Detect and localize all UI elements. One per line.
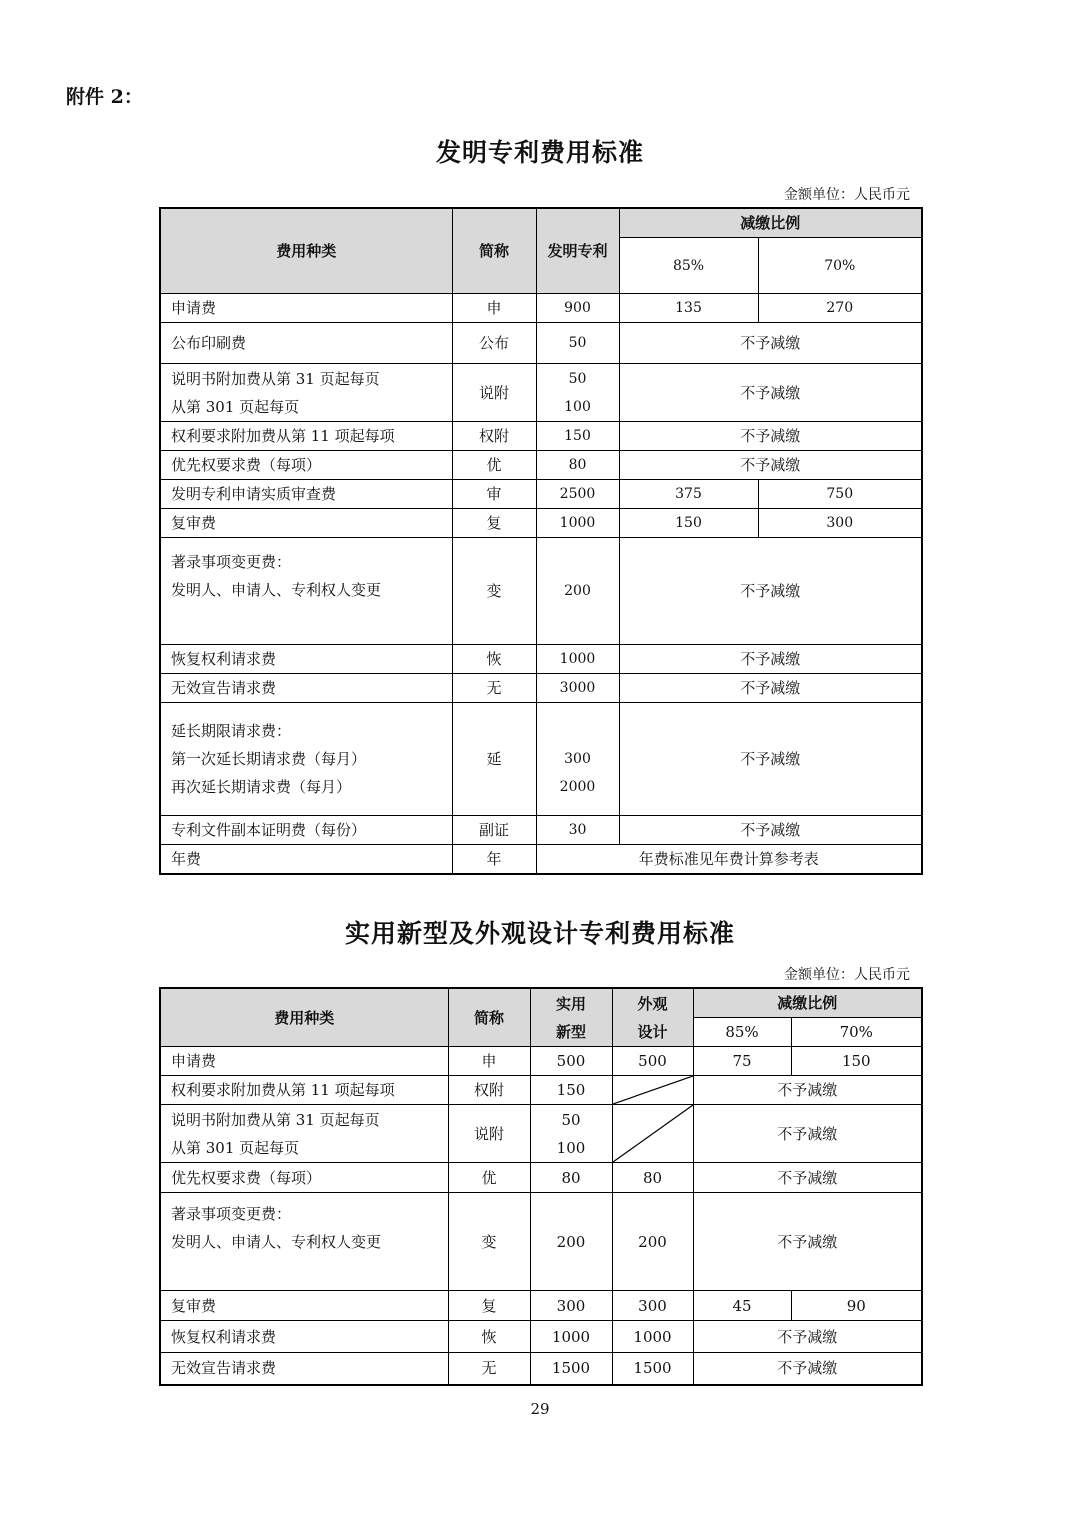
utility-fee: 1000 — [530, 1321, 612, 1353]
fee-amount: 3000 — [536, 674, 619, 703]
fee-85: 135 — [619, 294, 758, 323]
design-fee: 80 — [612, 1163, 693, 1193]
fee-amount: 900 — [536, 294, 619, 323]
utility-fee — [530, 1105, 612, 1163]
fee-type: 权利要求附加费从第 11 项起每项 — [160, 1076, 448, 1105]
no-reduction: 不予减缴 — [619, 451, 922, 480]
no-reduction: 不予减缴 — [619, 323, 922, 364]
fee-abbr: 副证 — [452, 816, 536, 845]
fee-amount: 2500 — [536, 480, 619, 509]
utility-design-fee-table — [159, 987, 923, 1386]
fee-type: 申请费 — [160, 294, 452, 323]
fee-70: 750 — [758, 480, 922, 509]
header-abbr: 简称 — [452, 208, 536, 294]
fee-amount: 1000 — [536, 509, 619, 538]
not-applicable-slash — [612, 1105, 693, 1163]
fee-type: 复审费 — [160, 1291, 448, 1321]
no-reduction: 不予减缴 — [619, 645, 922, 674]
fee-abbr: 优 — [448, 1163, 530, 1193]
fee-abbr: 说附 — [452, 364, 536, 422]
table-row — [160, 1291, 922, 1321]
no-reduction: 不予减缴 — [693, 1105, 922, 1163]
design-fee: 1000 — [612, 1321, 693, 1353]
fee-85: 150 — [619, 509, 758, 538]
no-reduction: 不予减缴 — [693, 1353, 922, 1385]
fee-amount: 200 — [536, 538, 619, 645]
table-row — [160, 422, 922, 451]
fee-type-line: 著录事项变更费： — [171, 1205, 292, 1223]
fee-abbr: 权附 — [452, 422, 536, 451]
table1-title: 发明专利费用标准 — [435, 138, 644, 167]
table-row — [160, 538, 922, 645]
fee-type: 优先权要求费（每项） — [160, 1163, 448, 1193]
no-reduction: 不予减缴 — [693, 1193, 922, 1291]
fee-amount-line: 2000 — [559, 779, 596, 795]
table-row — [160, 1193, 922, 1291]
header-70: 70% — [758, 238, 922, 294]
table-row — [160, 294, 922, 323]
fee-type — [160, 364, 452, 422]
attachment-label: 附件 2： — [66, 86, 143, 108]
header-reduction: 减缴比例 — [619, 208, 922, 238]
fee-amount — [536, 703, 619, 816]
fee-amount — [536, 364, 619, 422]
header-fee-type: 费用种类 — [160, 208, 452, 294]
fee-70: 150 — [791, 1047, 922, 1076]
utility-fee: 500 — [530, 1047, 612, 1076]
header-abbr: 简称 — [448, 988, 530, 1047]
fee-abbr: 年 — [452, 845, 536, 875]
fee-abbr: 变 — [448, 1193, 530, 1291]
fee-type-line: 第一次延长期请求费（每月） — [171, 750, 367, 768]
fee-type: 恢复权利请求费 — [160, 1321, 448, 1353]
fee-70: 90 — [791, 1291, 922, 1321]
no-reduction: 不予减缴 — [693, 1163, 922, 1193]
header-utility — [530, 988, 612, 1047]
header-85: 85% — [619, 238, 758, 294]
fee-amount: 150 — [536, 422, 619, 451]
table-row — [160, 1076, 922, 1105]
table-row — [160, 1047, 922, 1076]
utility-fee-line: 50 — [561, 1110, 581, 1129]
fee-type-line: 说明书附加费从第 31 页起每页 — [171, 1110, 380, 1129]
fee-type-line: 发明人、申请人、专利权人变更 — [171, 1233, 382, 1251]
utility-fee-line: 100 — [556, 1138, 586, 1157]
header-design — [612, 988, 693, 1047]
fee-amount-line: 300 — [564, 751, 591, 767]
fee-type-line: 著录事项变更费： — [171, 553, 292, 571]
table2-unit: 金额单位：人民币元 — [784, 967, 910, 983]
fee-type-line: 再次延长期请求费（每月） — [171, 778, 352, 796]
table-row — [160, 1353, 922, 1385]
fee-amount: 30 — [536, 816, 619, 845]
fee-85: 75 — [693, 1047, 791, 1076]
no-reduction: 不予减缴 — [619, 422, 922, 451]
fee-type: 无效宣告请求费 — [160, 1353, 448, 1385]
no-reduction: 不予减缴 — [619, 674, 922, 703]
page-number: 29 — [530, 1400, 550, 1418]
table-row — [160, 1163, 922, 1193]
diagonal-slash-icon — [613, 1076, 693, 1104]
fee-type — [160, 538, 452, 645]
fee-type-line: 说明书附加费从第 31 页起每页 — [171, 369, 380, 388]
fee-abbr: 延 — [452, 703, 536, 816]
header-85: 85% — [693, 1018, 791, 1047]
invention-fee-table — [159, 207, 923, 875]
table-row — [160, 509, 922, 538]
table-row — [160, 645, 922, 674]
fee-70: 300 — [758, 509, 922, 538]
header-utility-line: 新型 — [555, 1022, 586, 1041]
fee-abbr: 权附 — [448, 1076, 530, 1105]
table-row — [160, 451, 922, 480]
header-70: 70% — [791, 1018, 922, 1047]
table-row — [160, 364, 922, 422]
table-row — [160, 845, 922, 875]
fee-abbr: 说附 — [448, 1105, 530, 1163]
fee-type-line: 发明人、申请人、专利权人变更 — [171, 581, 382, 599]
fee-amount: 80 — [536, 451, 619, 480]
table-row — [160, 674, 922, 703]
no-reduction: 不予减缴 — [619, 538, 922, 645]
fee-70: 270 — [758, 294, 922, 323]
fee-type — [160, 1193, 448, 1291]
fee-abbr: 公布 — [452, 323, 536, 364]
utility-fee: 150 — [530, 1076, 612, 1105]
fee-abbr: 优 — [452, 451, 536, 480]
header-design-line: 设计 — [637, 1022, 668, 1041]
fee-type: 恢复权利请求费 — [160, 645, 452, 674]
fee-type-line: 从第 301 页起每页 — [171, 1138, 300, 1157]
utility-fee: 1500 — [530, 1353, 612, 1385]
no-reduction: 不予减缴 — [693, 1076, 922, 1105]
table2-title: 实用新型及外观设计专利费用标准 — [344, 919, 735, 948]
table-row — [160, 1321, 922, 1353]
fee-abbr: 变 — [452, 538, 536, 645]
design-fee: 500 — [612, 1047, 693, 1076]
annual-fee-note: 年费标准见年费计算参考表 — [536, 845, 922, 875]
table-row — [160, 323, 922, 364]
utility-fee: 200 — [530, 1193, 612, 1291]
not-applicable-slash — [612, 1076, 693, 1105]
no-reduction: 不予减缴 — [619, 364, 922, 422]
fee-abbr: 恢 — [452, 645, 536, 674]
fee-type: 年费 — [160, 845, 452, 875]
design-fee: 200 — [612, 1193, 693, 1291]
fee-abbr: 复 — [448, 1291, 530, 1321]
design-fee: 300 — [612, 1291, 693, 1321]
table-row — [160, 816, 922, 845]
header-fee-type: 费用种类 — [160, 988, 448, 1047]
fee-type: 发明专利申请实质审查费 — [160, 480, 452, 509]
fee-amount-line: 50 — [568, 370, 587, 387]
fee-type-line: 从第 301 页起每页 — [171, 397, 300, 416]
header-invention: 发明专利 — [536, 208, 619, 294]
fee-type — [160, 1105, 448, 1163]
table-row — [160, 1105, 922, 1163]
fee-abbr: 无 — [452, 674, 536, 703]
fee-type: 权利要求附加费从第 11 项起每项 — [160, 422, 452, 451]
fee-type: 申请费 — [160, 1047, 448, 1076]
utility-fee: 300 — [530, 1291, 612, 1321]
fee-type: 复审费 — [160, 509, 452, 538]
fee-amount: 1000 — [536, 645, 619, 674]
fee-type — [160, 703, 452, 816]
header-utility-line: 实用 — [555, 994, 586, 1013]
design-fee: 1500 — [612, 1353, 693, 1385]
header-reduction: 减缴比例 — [693, 988, 922, 1018]
table-row — [160, 703, 922, 816]
fee-abbr: 申 — [448, 1047, 530, 1076]
fee-type: 优先权要求费（每项） — [160, 451, 452, 480]
fee-amount: 50 — [536, 323, 619, 364]
fee-abbr: 无 — [448, 1353, 530, 1385]
utility-fee: 80 — [530, 1163, 612, 1193]
fee-85: 375 — [619, 480, 758, 509]
fee-amount-line: 100 — [564, 398, 591, 415]
fee-abbr: 申 — [452, 294, 536, 323]
fee-abbr: 审 — [452, 480, 536, 509]
table-row — [160, 480, 922, 509]
no-reduction: 不予减缴 — [619, 703, 922, 816]
fee-type-line: 延长期限请求费： — [171, 722, 292, 740]
fee-abbr: 恢 — [448, 1321, 530, 1353]
fee-type: 无效宣告请求费 — [160, 674, 452, 703]
fee-abbr: 复 — [452, 509, 536, 538]
fee-type: 公布印刷费 — [160, 323, 452, 364]
no-reduction: 不予减缴 — [693, 1321, 922, 1353]
header-design-line: 外观 — [637, 994, 668, 1013]
fee-85: 45 — [693, 1291, 791, 1321]
table1-unit: 金额单位：人民币元 — [784, 187, 910, 203]
fee-type: 专利文件副本证明费（每份） — [160, 816, 452, 845]
no-reduction: 不予减缴 — [619, 816, 922, 845]
diagonal-slash-icon — [613, 1105, 693, 1162]
